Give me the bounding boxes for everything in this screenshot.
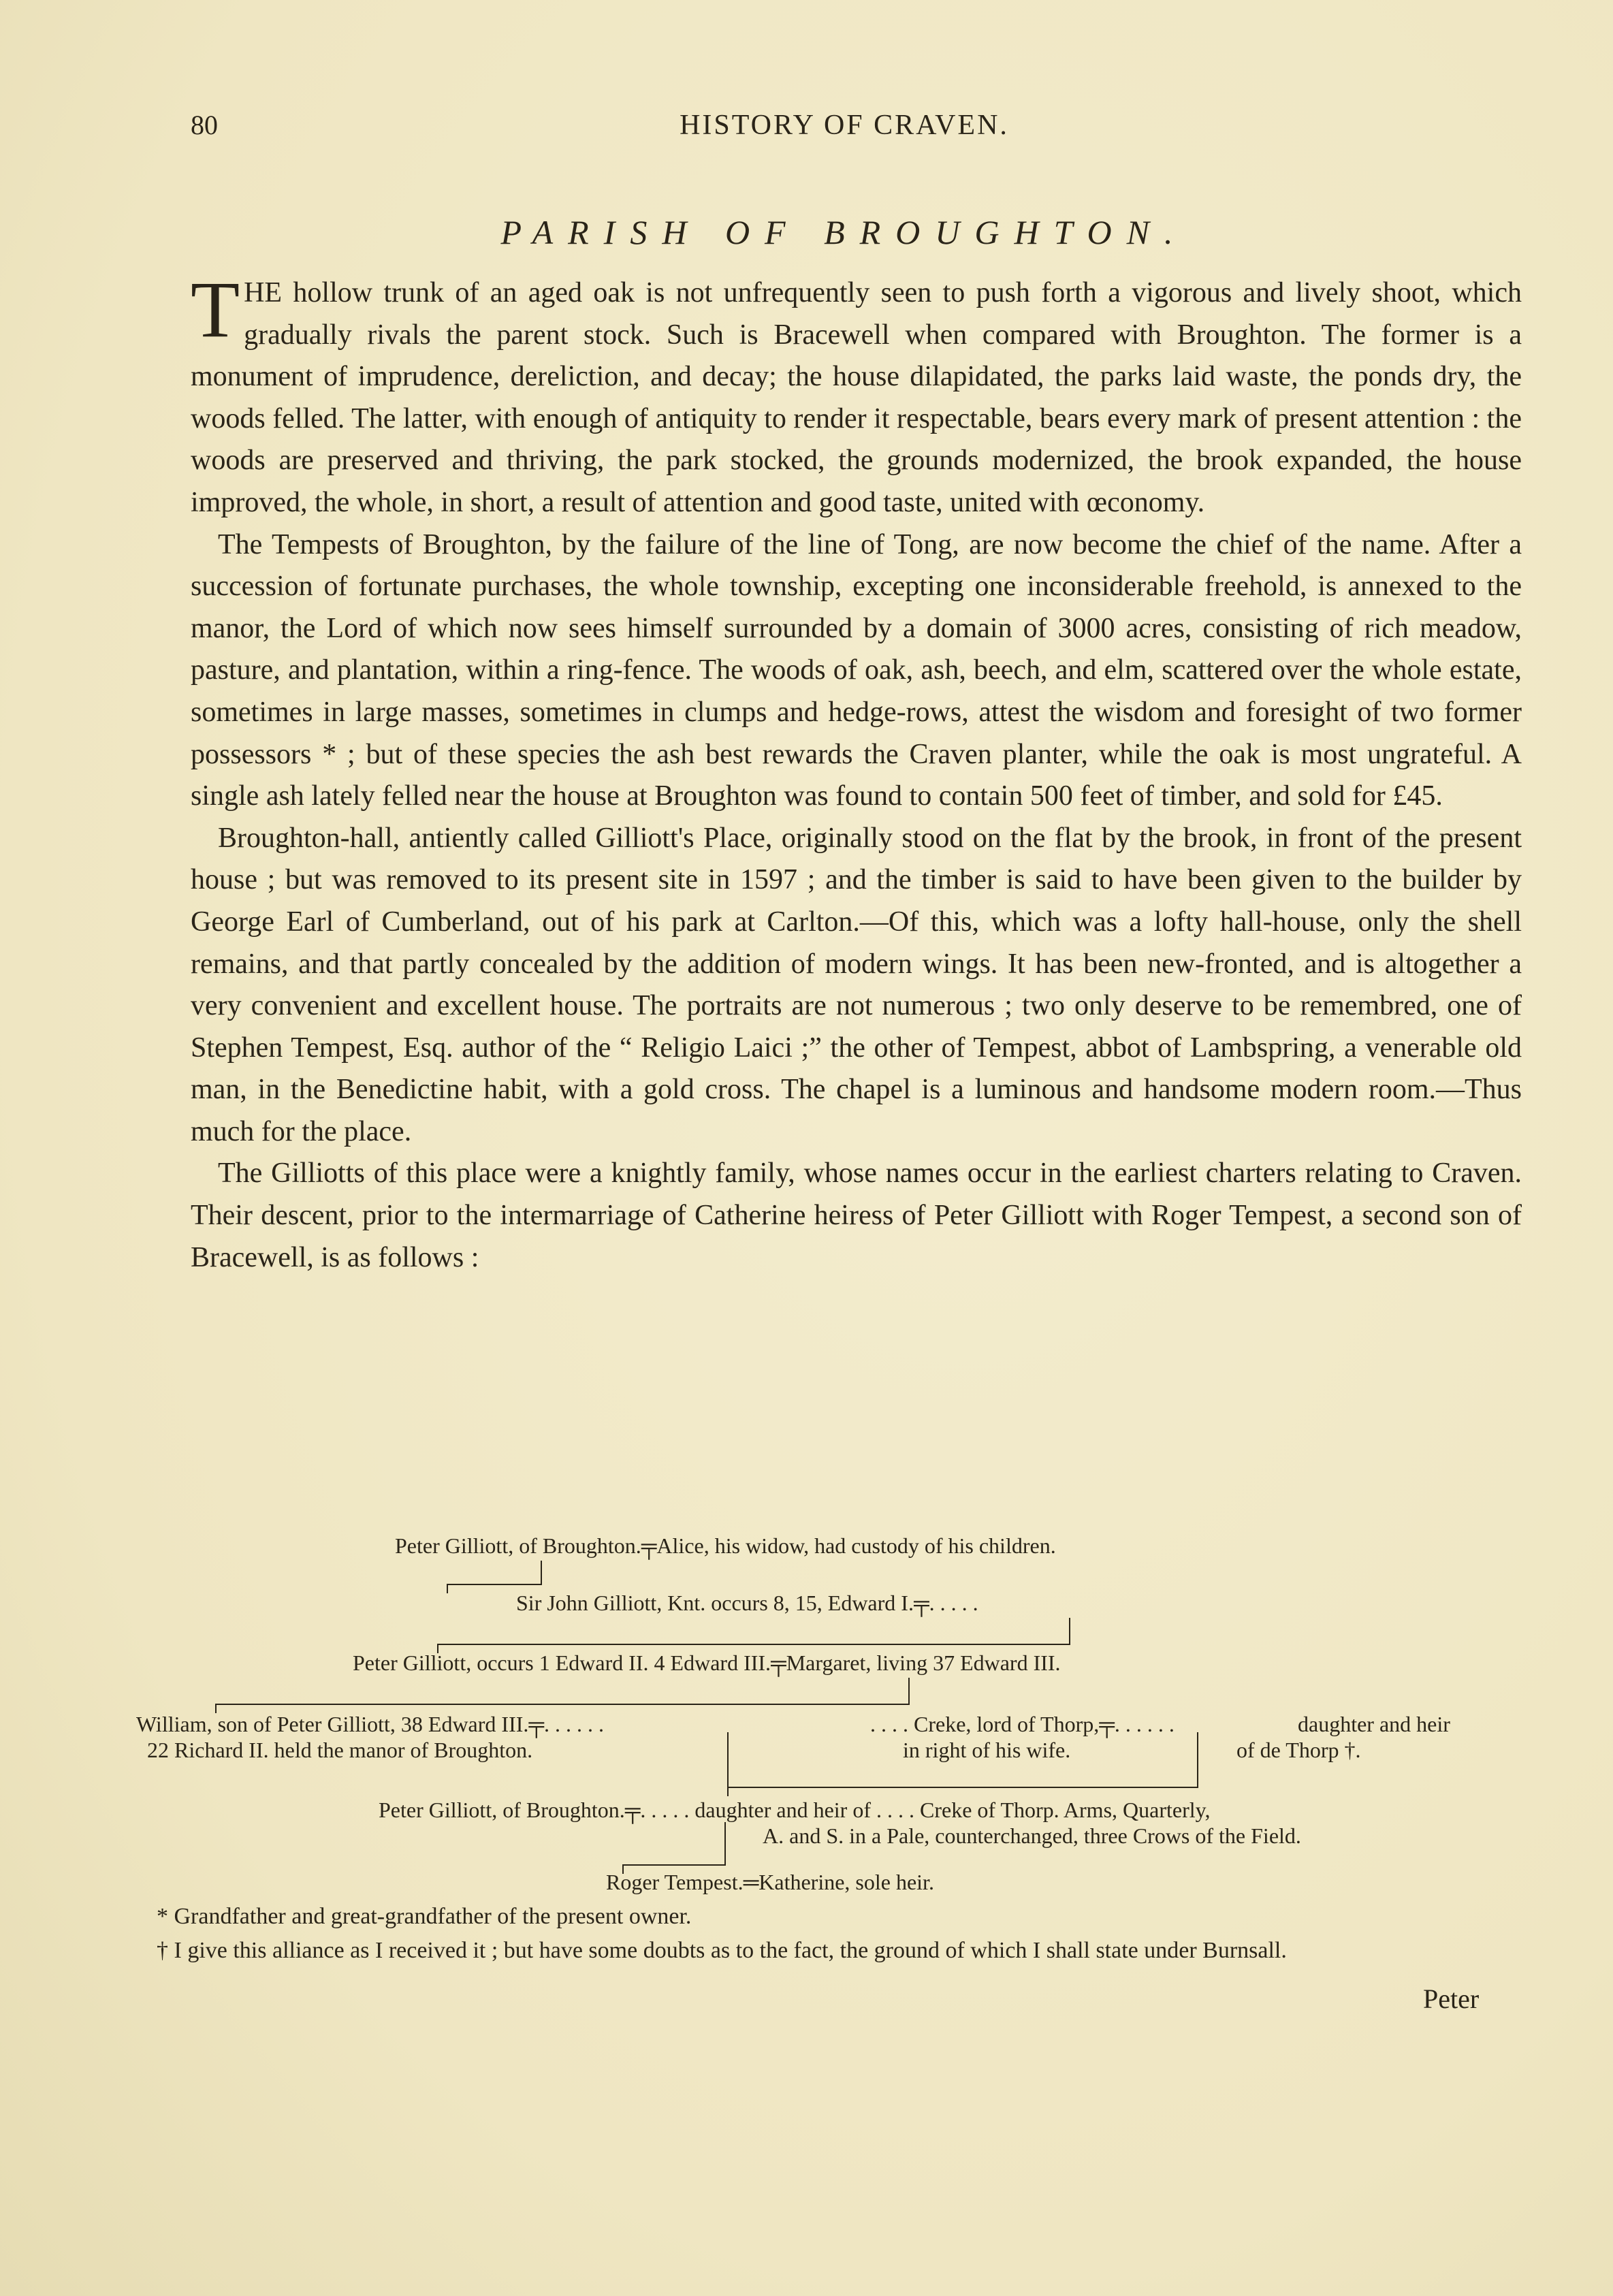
pedigree-connector [724,1822,726,1866]
pedigree-connector [908,1678,910,1705]
pedigree-gen4-mid-1: . . . . Creke, lord of Thorp,╤. . . . . . [870,1712,1175,1736]
pedigree-gen5-2: A. and S. in a Pale, counterchanged, three Crows of the Field. [763,1823,1301,1848]
footnote-1: * Grandfather and great-grandfather of the present owner. [157,1904,692,1929]
pedigree-connector [727,1787,729,1796]
pedigree-gen4-right-1: daughter and heir [1298,1712,1450,1736]
footnotes [157,1901,1518,1969]
pedigree-connector [1069,1618,1070,1645]
body-text [191,265,1522,1279]
pedigree-gen4-right-2: of de Thorp †. [1236,1738,1361,1762]
pedigree-gen2: Sir John Gilliott, Knt. occurs 8, 15, Edward I.╤. . . . . [516,1591,978,1615]
running-head: HISTORY OF CRAVEN. [680,110,1009,141]
paragraph-1 [191,265,1522,524]
paragraph-4: The Gilliotts of this place were a knightly family, whose names occur in the earliest charters relating to Craven. Their descent, prior to the intermarriage of Catherine heiress of Peter Gilliott with Roger Tempest, a second son of Bracewell, is as follows : [191,1158,1522,1273]
pedigree-connector [1197,1732,1198,1787]
pedigree-gen3: Peter Gilliott, occurs 1 Edward II. 4 Edward III.╤Margaret, living 37 Edward III. [353,1651,1061,1675]
pedigree-gen4-mid-2: in right of his wife. [903,1738,1071,1762]
paragraph-1-text: HE hollow trunk of an aged oak is not unfrequently seen to push forth a vigorous and lively shoot, which gradually rivals the parent stock. Such is Bracewell when compared with Broughton. The former is a monument of imprudence, dereliction, and decay; the house dilapidated, the parks laid waste, the ponds dry, the woods felled. The latter, with enough of antiquity to render it respectable, bears every mark of present attention : the woods are preserved and thriving, the park stocked, the grounds modernized, the brook expanded, the house improved, the whole, in short, a result of attention and good taste, united with œconomy. [191,277,1522,518]
page-number: 80 [191,110,218,140]
footnote-2: † I give this alliance as I received it ; but have some doubts as to the fact, the ground of which I shall state under Burnsall. [157,1938,1287,1963]
section-title: PARISH OF BROUGHTON. [500,213,1188,251]
pedigree-connector [447,1584,448,1593]
drop-cap: T [191,265,240,354]
pedigree-connector [215,1704,910,1705]
pedigree-connector [622,1864,726,1866]
pedigree-connector [727,1732,729,1787]
pedigree-connector [447,1584,542,1585]
pedigree-gen1: Peter Gilliott, of Broughton.╤Alice, his widow, had custody of his children. [395,1533,1056,1558]
paragraph-2: The Tempests of Broughton, by the failure of the line of Tong, are now become the chief of the name. After a succession of fortunate purchases, the whole township, excepting one inconsiderable freehold, is annexed to the manor, the Lord of which now sees himself surrounded by a domain of 3000 acres, consisting of rich meadow, pasture, and plantation, within a ring-fence. The woods of oak, ash, beech, and elm, scattered over the whole estate, sometimes in large masses, sometimes in clumps and hedge-rows, attest the wisdom and foresight of two former possessors * ; but of these species the ash best rewards the Craven planter, while the oak is most ungrateful. A single ash lately felled near the house at Broughton was found to contain 500 feet of timber, and sold for £45. [191,528,1522,812]
paragraph-3: Broughton-hall, antiently called Gilliott's Place, originally stood on the flat by the brook, in front of the present house ; but was removed to its present site in 1597 ; and the timber is said to have been given to the builder by George Earl of Cumberland, out of his park at Carlton.—Of this, which was a lofty hall-house, only the shell remains, and that partly concealed by the addition of modern wings. It has been new-fronted, and is altogether a very convenient and excellent house. The portraits are not numerous ; two only deserve to be remembred, one of Stephen Tempest, Esq. author of the “ Religio Laici ;” the other of Tempest, abbot of Lambspring, a venerable old man, in the Benedictine habit, with a gold cross. The chapel is a luminous and handsome modern room.—Thus much for the place. [191,822,1522,1147]
pedigree-gen6: Roger Tempest.═Katherine, sole heir. [606,1870,934,1894]
pedigree-gen5-1: Peter Gilliott, of Broughton.╤. . . . . daughter and heir of . . . . Creke of Thorp. Arms, Quarterly, [379,1798,1211,1822]
page-header [191,109,1498,150]
pedigree-gen4-left-2: 22 Richard II. held the manor of Broughton. [147,1738,533,1762]
pedigree-connector [437,1644,1070,1645]
pedigree-gen4-left-1: William, son of Peter Gilliott, 38 Edward III.╤. . . . . . [136,1712,605,1736]
pedigree-connector [727,1787,1198,1788]
catchword: Peter [1423,1983,1480,2014]
pedigree-connector [541,1561,542,1585]
pedigree-chart [123,1532,1525,1894]
